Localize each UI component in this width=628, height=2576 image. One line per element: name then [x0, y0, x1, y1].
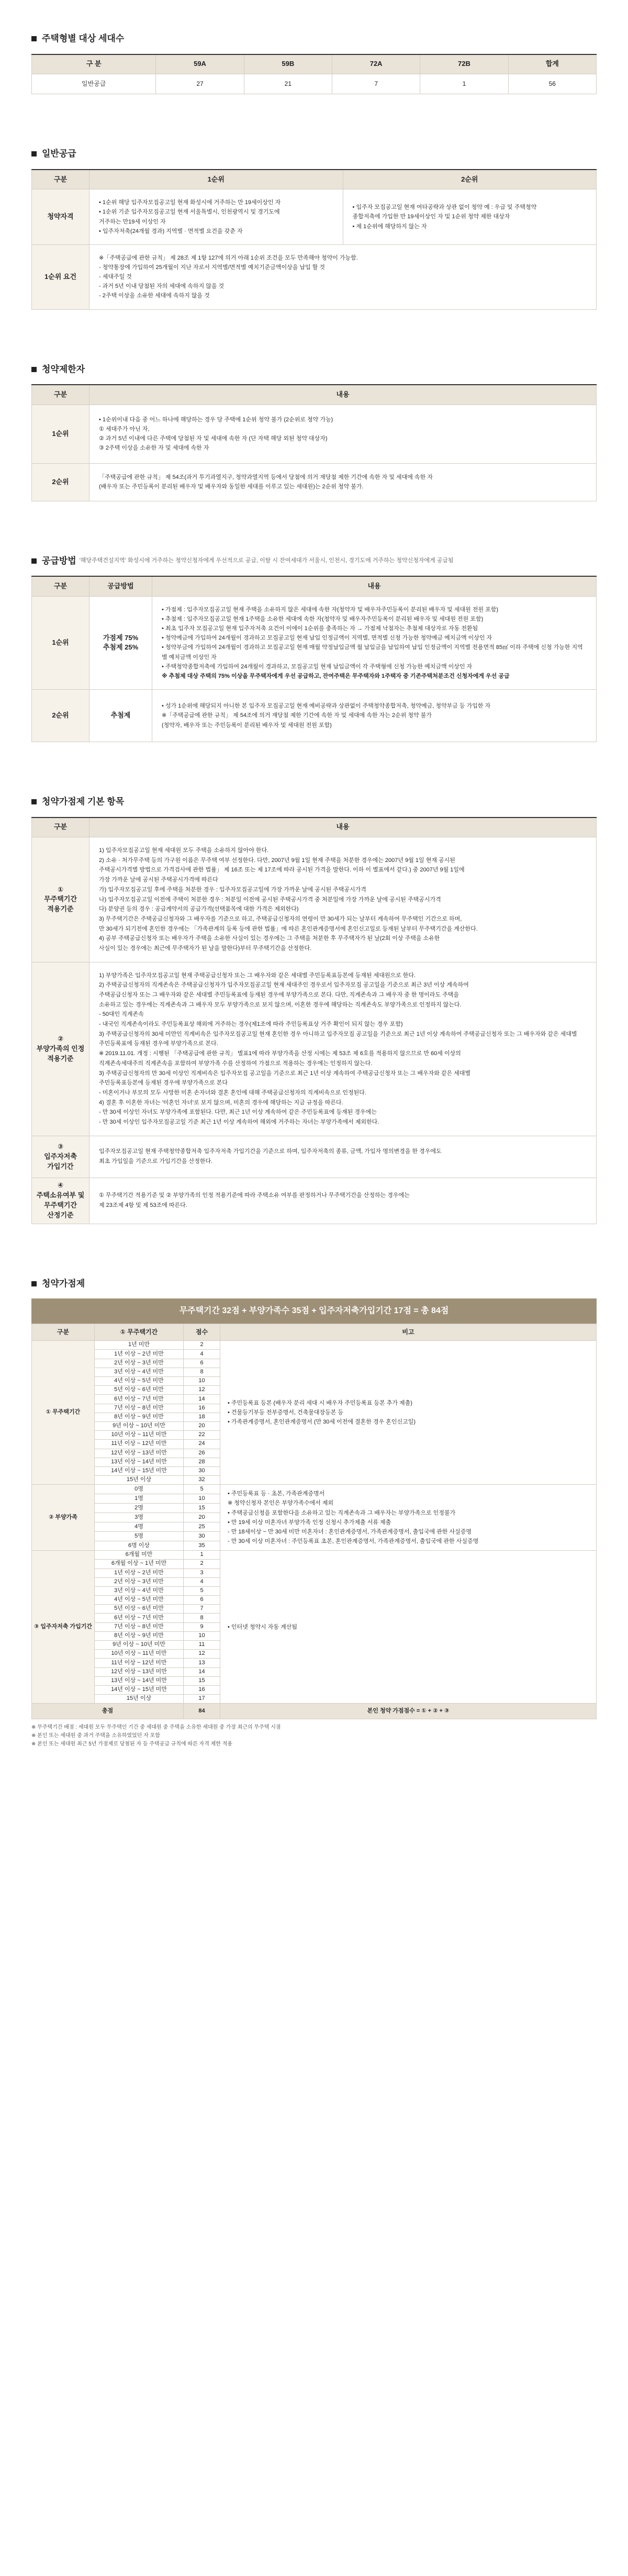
- section-score-table: [31, 1245, 597, 1749]
- table-row: [32, 74, 597, 94]
- text-line: 주택공급신청자 또는 그 배우자와 같은 세대별 주민등록표에 등재된 경우에 부양가족으로 본다. 다만, 직계존속과 그 배우자 중 한 명이라도 주택을: [99, 992, 459, 999]
- text-line: 3) 주택공급신청자의 30세 미만인 직계비속은 입주자모집공고일 현재 혼인한 경우 아니하고 입주자모집 공고일을 기준으로 최근 1년 이상 계속하여 주택공급신청자 또는 그 배우자와 같은 세대별: [99, 1031, 577, 1037]
- range-cell: 5명: [95, 1532, 184, 1541]
- header-cell: 72B: [420, 54, 508, 74]
- text-line: 가장 가까운 날에 공시된 주택공시가격에 따른다: [99, 877, 218, 883]
- text-line: 1) 입주자모집공고일 현재 세대원 모두 주택을 소유하지 않아야 한다.: [99, 847, 269, 854]
- list-item: - 세대주일 것: [99, 274, 132, 281]
- range-cell: 4년 이상 ~ 5년 미만: [95, 1377, 184, 1386]
- text-line: ① 무주택기간 적용기준 및 ② 부양가족의 인정 적용기준에 따라 주택소유 여부를 판정하거나 무주택기간을 산정하는 경우에는: [99, 1192, 410, 1199]
- points-cell: 7: [184, 1605, 220, 1614]
- text-line: 다) 분양권 등의 경우 : 공급계약서의 공급가격(선택품목에 대한 가격은 제외한다): [99, 906, 299, 913]
- label-line: 무주택기간: [44, 895, 77, 903]
- table-cell: 27: [156, 74, 244, 94]
- range-cell: 13년 이상 ~ 14년 미만: [95, 1676, 184, 1685]
- section-title-text: 청약가점제 기본 항목: [42, 796, 125, 807]
- table-row: [32, 1341, 597, 1350]
- list-item: 「주택공급에 관한 규칙」 제 54조(과거 투기과열지구, 청약과열지역 등에서 당첨에 의거 재당첨 제한 기간에 속한 자 및 세대에 속한 자: [99, 474, 433, 481]
- points-cell: 32: [184, 1476, 220, 1485]
- header-cell: 내용: [152, 576, 597, 596]
- list-item: • 1순위 해당 입주자모집공고일 현재 화성시에 거주하는 만 19세이상인 자: [99, 199, 281, 206]
- range-cell: 4명: [95, 1522, 184, 1532]
- range-cell: 7년 이상 ~ 8년 미만: [95, 1404, 184, 1413]
- square-bullet-icon: [31, 1281, 37, 1286]
- content-cell: [89, 1178, 597, 1224]
- row-label: [32, 837, 89, 962]
- footnotes: [31, 1723, 597, 1749]
- cond-cell: [89, 244, 597, 309]
- points-cell: 3: [184, 1569, 220, 1577]
- section-household-count: [31, 0, 597, 94]
- label-line: ③: [57, 1142, 63, 1150]
- header-cell: 72A: [332, 54, 420, 74]
- footnote: ※ 본인 또는 세대원 중 과거 주택을 소유하였었던 자 포함: [31, 1733, 160, 1739]
- row-label: [32, 962, 89, 1136]
- list-item: (배우자 또는 주민등록이 분리된 배우자 및 배우자와 동일한 세대를 이루고 있는 세대원)는 2순위 청약 불가.: [99, 484, 364, 490]
- content-cell: [89, 405, 597, 463]
- header-cell: 59B: [244, 54, 332, 74]
- header-cell: 59A: [156, 54, 244, 74]
- header-cell: 구분: [32, 1324, 95, 1341]
- range-cell: 3년 이상 ~ 4년 미만: [95, 1586, 184, 1595]
- row-label: [32, 1178, 89, 1224]
- list-item: • 입주자저축(24개월 경과) 지역별 · 면적별 요건을 갖춘 자: [99, 228, 243, 234]
- table-header-row: [32, 385, 597, 405]
- points-cell: 17: [184, 1695, 220, 1704]
- section-title-text: 청약제한자: [42, 364, 85, 374]
- header-cell: ① 무주택기간: [95, 1324, 184, 1341]
- method-cell: [89, 596, 152, 689]
- restricted-table: [31, 384, 597, 501]
- method-line: 추첨제 25%: [103, 643, 139, 652]
- list-item: ※ 추첨제 대상 주택의 75% 이상을 무주택자에게 우선 공급하고, 잔여주택은 무주택자와 1주택자 중 기존주택처분조건 신청자에게 우선 공급: [162, 673, 510, 679]
- range-cell: 9년 이상 ~ 10년 미만: [95, 1421, 184, 1430]
- note-list: [228, 1489, 589, 1546]
- footnote: ※ 본인 또는 세대원 최근 5년 가점제로 당첨된 자 등 주택공급 규칙에 따른 자격 제한 적용: [31, 1741, 233, 1748]
- score-table: [31, 1324, 597, 1719]
- table-header-row: [32, 54, 597, 74]
- row-label: 1순위: [32, 405, 89, 463]
- text-line: 소유하고 있는 경우에는 직계존속과 그 배우자 모두 부양가족으로 보지 않으며, 이혼한 경우에 해당하는 직계존속도 부양가족으로 인정하지 않는다.: [99, 1001, 462, 1008]
- list-item: • 건물등기부등 전부증명서, 건축물대장등본 등: [228, 1409, 344, 1416]
- table-cell: 7: [332, 74, 420, 94]
- text-line: 주민등록표등본에 등재된 경우에 부양가족으로 본다: [99, 1080, 228, 1087]
- table-cell: 56: [508, 74, 596, 94]
- points-cell: 8: [184, 1368, 220, 1376]
- range-cell: 5년 이상 ~ 6년 미만: [95, 1386, 184, 1395]
- list-item: • 청약부금에 가입하여 24개월이 경과하고 모집공고일 현재 매월 약정납입금액 월 납입금을 납입하여 납입 인정금액이 지역별 전용면적 85㎡ 이하 주택에 신청 가능한 지역별 예치금액 이상인 자: [162, 644, 583, 660]
- table-row: [32, 689, 597, 742]
- points-cell: 4: [184, 1350, 220, 1359]
- points-cell: 8: [184, 1614, 220, 1622]
- range-cell: 13년 이상 ~ 14년 미만: [95, 1458, 184, 1466]
- score-basics-table: [31, 817, 597, 1224]
- points-cell: 2: [184, 1341, 220, 1350]
- content-cell: [89, 962, 597, 1136]
- text-line: 4) 결혼 후 이혼한 자녀는 '미혼인 자녀'로 보지 않으며, 미혼의 경우에 해당하는 지금 규정을 따른다.: [99, 1099, 343, 1106]
- note-cell-period: [220, 1341, 597, 1485]
- list-item: • 제 1순위에 해당하지 않는 자: [352, 223, 427, 230]
- range-cell: 0명: [95, 1485, 184, 1494]
- range-cell: 1년 이상 ~ 2년 미만: [95, 1350, 184, 1359]
- list-item: ※ 청약신청자 본인은 부양가족수에서 제외: [228, 1500, 334, 1507]
- text-line: 2) 소유 · 처가무주택 등의 가구원 이름은 무주택 여부 선정한다. 다만, 2007년 9월 1일 현재 주택을 처분한 경우에는 2007년 9월 1일 현재 공시된: [99, 857, 455, 864]
- range-cell: 1명: [95, 1494, 184, 1504]
- table-row: [32, 1485, 597, 1494]
- list-item: ② 과거 5년 이내에 다른 주택에 당첨된 자 및 세대에 속한 자 (단 자택 해당 외된 청약 대상자): [99, 435, 328, 442]
- note-cell-dependents: [220, 1485, 597, 1551]
- table-header-row: [32, 170, 597, 189]
- range-cell: 11년 이상 ~ 12년 미만: [95, 1659, 184, 1667]
- list-item: • 주택청약종합저축에 가입하여 24개월이 경과하고, 모집공고일 현재 납입금액이 각 주택형에 신청 가능한 예치금액 이상인 자: [162, 663, 473, 670]
- section-title: [31, 763, 597, 809]
- text-line: 사실이 있는 경우에는 최근에 무주택자가 된 날을 말한다)부터 무주택기간을 산정한다.: [99, 945, 312, 951]
- method-line: 가점제 75%: [103, 633, 139, 642]
- table-row: [32, 1178, 597, 1224]
- header-cell: 구분: [32, 576, 89, 596]
- points-cell: 15: [184, 1504, 220, 1513]
- group-label-savings: ③ 입주자저축 가입기간: [32, 1551, 95, 1704]
- range-cell: 14년 이상 ~ 15년 미만: [95, 1685, 184, 1694]
- content-cell: [89, 463, 597, 501]
- range-cell: 1년 이상 ~ 2년 미만: [95, 1569, 184, 1577]
- text-line: 최초 가입일을 기준으로 가입기간을 산정한다.: [99, 1158, 213, 1165]
- total-note: 본인 청약 가점점수 = ① + ② + ③: [220, 1704, 597, 1719]
- points-cell: 12: [184, 1650, 220, 1659]
- list-item: • 만 19세 이상 미혼자녀 부양가족 인정 신청시 추가제출 서류 제출: [228, 1519, 391, 1526]
- section-title-text: 주택형별 대상 세대수: [42, 33, 125, 43]
- content-cell: [89, 837, 597, 962]
- total-row: [32, 1704, 597, 1719]
- text-line: 주택공시가격별 방법으로 가격검사에 관한 법률」 제 16조 또는 제 17조에 따라 공시된 가격을 말한다. 이하 이 별표에서 같다.) 중 2007년 9월 1일에: [99, 867, 465, 873]
- points-cell: 5: [184, 1485, 220, 1494]
- list-item: • 주택공급신청을 포함한다을 소유하고 있는 직계존속과 그 배우자는 부양가족으로 인정불가: [228, 1509, 456, 1516]
- header-cell: 구 분: [32, 54, 156, 74]
- label-line: ①: [57, 885, 63, 893]
- list-item: • 가점제 : 입주자모집공고일 현재 주택을 소유하지 않은 세대에 속한 자(청약자 및 배우자주민등록이 분리된 배우자 및 세대원 전원 포함): [162, 606, 499, 613]
- content-cell: [89, 1136, 597, 1178]
- group-label-dependents: ② 부양가족: [32, 1485, 95, 1551]
- group-label-period: ① 무주택기간: [32, 1341, 95, 1485]
- section-title: [31, 115, 597, 161]
- points-cell: 11: [184, 1641, 220, 1650]
- table-header-row: [32, 1324, 597, 1341]
- household-count-table: [31, 54, 597, 95]
- points-cell: 10: [184, 1631, 220, 1640]
- section-general-supply: [31, 115, 597, 309]
- list-item: (청약자, 배우자 또는 주민등록이 분리된 배우자 및 세대원 전원 포함): [162, 722, 332, 729]
- table-header-row: [32, 576, 597, 596]
- range-cell: 8년 이상 ~ 9년 미만: [95, 1631, 184, 1640]
- table-row: [32, 463, 597, 501]
- section-score-basics: [31, 763, 597, 1224]
- table-row: [32, 837, 597, 962]
- text-line: 3) 무주택기간은 주택공급신청자와 그 배우자를 기준으로 하고, 주택공급신청자의 연령이 만 30세가 되는 날부터 계속하여 무주택인 기간으로 하며,: [99, 915, 462, 922]
- label-line: ②: [57, 1034, 63, 1043]
- label-line: 산정기준: [47, 1211, 74, 1219]
- square-bullet-icon: [31, 558, 37, 564]
- header-cell: 내용: [89, 385, 597, 405]
- list-item: ① 세대주가 아닌 자,: [99, 426, 150, 433]
- row-label: 2순위: [32, 463, 89, 501]
- range-cell: 11년 이상 ~ 12년 미만: [95, 1440, 184, 1449]
- list-item: • 1순위 기준 입주자모집공고일 현재 서울특별시, 인천광역시 및 경기도에: [99, 209, 280, 216]
- text-line: 만 30세가 되기전에 혼인한 경우에는 「가족관계의 등록 등에 관한 법률」에 따른 혼인관계증명서에 혼인신고일로 등재된 날부터 무주택기간을 계산한다.: [99, 925, 478, 932]
- range-cell: 15년 이상: [95, 1476, 184, 1485]
- table-row: [32, 962, 597, 1136]
- content-cell: [152, 596, 597, 689]
- range-cell: 12년 이상 ~ 13년 미만: [95, 1449, 184, 1458]
- header-cell: 1순위: [89, 170, 343, 189]
- text-line: - 만 30세 이상인 자녀도 부양가족에 포함된다. 다만, 최근 1년 이상 계속하여 같은 주민등록표에 등재된 경우에는: [99, 1109, 377, 1116]
- range-cell: 2명: [95, 1504, 184, 1513]
- points-cell: 24: [184, 1440, 220, 1449]
- table-header-row: [32, 817, 597, 837]
- points-cell: 14: [184, 1395, 220, 1404]
- header-cell: 구분: [32, 817, 89, 837]
- section-title: [31, 1245, 597, 1291]
- points-cell: 9: [184, 1622, 220, 1631]
- points-cell: 6: [184, 1596, 220, 1605]
- note-cell-savings: [220, 1551, 597, 1704]
- range-cell: 14년 이상 ~ 15년 미만: [95, 1466, 184, 1475]
- list-item: - 만 30세 이상 미혼자녀 : 주민등록표 초본, 혼인관계증명서, 가족관계증명서, 출입국에 관한 사실증명: [228, 1538, 479, 1544]
- header-cell: 비고: [220, 1324, 597, 1341]
- section-title: [31, 331, 597, 376]
- list-item: ③ 2주택 이상을 소유한 자 및 세대에 속한 자: [99, 445, 209, 452]
- label-line: 무주택기간: [44, 1201, 77, 1209]
- label-line: ④: [57, 1181, 63, 1190]
- list-item: ※「주택공급에 관한 규칙」 제 54조에 의거 재당첨 제한 기간에 속한 자 및 세대에 속한 자는 2순위 청약 불가: [162, 712, 432, 719]
- range-cell: 2년 이상 ~ 3년 미만: [95, 1577, 184, 1586]
- points-cell: 22: [184, 1431, 220, 1440]
- header-cell: 합계: [508, 54, 596, 74]
- list-item: 종합저축에 가입한 만 19세이상인 자 및 1순위 청약 제한 대상자: [352, 214, 510, 220]
- points-cell: 10: [184, 1377, 220, 1386]
- row-label: 2순위: [32, 689, 89, 742]
- header-cell: 구분: [32, 170, 89, 189]
- range-cell: 9년 이상 ~ 10년 미만: [95, 1641, 184, 1650]
- points-cell: 26: [184, 1449, 220, 1458]
- text-line: ※ 2019.11.01. 개정 : 시행된 「주택공급에 관한 규칙」 별표1에 따라 부양가족을 산정 시에는 제 53조 제 6호를 적용하지 않으므로 만 60세 이상의: [99, 1050, 461, 1057]
- points-cell: 13: [184, 1659, 220, 1667]
- content-cell: [152, 689, 597, 742]
- text-line: - 미혼이거나 부모의 모두 사망한 미혼 손자녀와 결혼 혼인에 대해 주택공급신청자의 직계비속으로 인정된다.: [99, 1089, 366, 1096]
- section-title: [31, 522, 597, 568]
- range-cell: 8년 이상 ~ 9년 미만: [95, 1413, 184, 1421]
- square-bullet-icon: [31, 36, 37, 41]
- total-value: 84: [184, 1704, 220, 1719]
- list-item: - 과거 5년 이내 당첨된 자의 세대에 속하지 않을 것: [99, 283, 225, 290]
- list-item: • 입주자 모집공고일 현재 여타공략과 상관 없이 청약 예 : 우급 및 주택청약: [352, 204, 537, 211]
- label-line: 가입기간: [47, 1162, 74, 1170]
- range-cell: 4년 이상 ~ 5년 미만: [95, 1596, 184, 1605]
- list-item: • 추첨제 : 입주자모집공고일 현재 1주택을 소유한 세대에 속한 자(청약자 및 배우자주민등록이 분리된 배우자 및 세대원 전원 포함): [162, 615, 484, 622]
- table-row: [32, 1551, 597, 1560]
- range-cell: 6개월 이상 ~ 1년 미만: [95, 1560, 184, 1569]
- section-supply-method: [31, 522, 597, 742]
- square-bullet-icon: [31, 799, 37, 804]
- square-bullet-icon: [31, 151, 37, 156]
- list-item: ※「주택공급에 관한 규칙」 제 28조 제 1항 127에 의거 아래 1순위 조건을 모두 만족해야 청약이 가능함.: [99, 254, 358, 261]
- qual-2-cell: [343, 189, 597, 245]
- row-label: [32, 1136, 89, 1178]
- row-label: 청약자격: [32, 189, 89, 245]
- points-cell: 25: [184, 1522, 220, 1532]
- text-line: 나) 입주자모집공고일 이전에 주택이 처분한 경우 : 처분일 이전에 공시된 주택공시가격 중 처분일에 가장 가까운 날에 공시된 주택공시가격: [99, 896, 441, 903]
- table-cell: 21: [244, 74, 332, 94]
- list-item: • 1순위이내 다음 중 어느 하나에 해당하는 경우 당 주택에 1순위 청약 불가 (2순위로 청약 가능): [99, 416, 333, 423]
- table-row: [32, 1136, 597, 1178]
- range-cell: 3년 이상 ~ 4년 미만: [95, 1368, 184, 1376]
- section-title-text: 일반공급: [42, 149, 76, 159]
- table-cell: 1: [420, 74, 508, 94]
- method-cell: 추첨제: [89, 689, 152, 742]
- section-subtitle: '해당주택건설지역' 화성시에 거주하는 청약신청자에게 우선적으로 공급, 이탈 시 잔여세대가 서울시, 인천시, 경기도에 거주하는 청약신청자에게 공급됨: [79, 557, 454, 564]
- list-item: • 성가 1순위에 해당되지 아니한 본 입주자 모집공고일 현재 예비공략과 상관없이 주택청약종합저축, 청약예금, 청약부금 등 가입한 자: [162, 703, 491, 710]
- table-row: [32, 596, 597, 689]
- row-label: 1순위 요건: [32, 244, 89, 309]
- points-cell: 35: [184, 1541, 220, 1551]
- text-line: 제 23조제 4항 및 제 53조에 따른다.: [99, 1202, 187, 1209]
- points-cell: 30: [184, 1532, 220, 1541]
- note-list: [228, 1398, 589, 1427]
- range-cell: 6년 이상 ~ 7년 미만: [95, 1614, 184, 1622]
- list-item: - 청약통장에 가입하여 25개월이 지난 자로서 지역별/면적별 예치기준금액이상을 납입 할 것: [99, 264, 326, 271]
- label-line: 적용기준: [47, 905, 74, 913]
- points-cell: 10: [184, 1494, 220, 1504]
- text-line: - 50대인 직계존속: [99, 1011, 144, 1018]
- text-line: 직계존속세대주의 직계존속을 포함하여 부양가족 수를 산정하여 가점으로 적용하는 경우에는 인정하지 않는다.: [99, 1060, 373, 1067]
- table-row: [32, 189, 597, 245]
- range-cell: 1년 미만: [95, 1341, 184, 1350]
- points-cell: 2: [184, 1560, 220, 1569]
- points-cell: 20: [184, 1421, 220, 1430]
- points-cell: 18: [184, 1413, 220, 1421]
- list-item: • 주민등록표 등 · 초본, 가족관계증명서: [228, 1491, 325, 1497]
- range-cell: 10년 이상 ~ 11년 미만: [95, 1650, 184, 1659]
- general-supply-table: [31, 169, 597, 310]
- list-item: • 주민등록표 등본 (배우자 분리 세대 시 배우자 주민등록표 등본 추가 제출): [228, 1400, 412, 1407]
- points-cell: 28: [184, 1458, 220, 1466]
- supply-method-table: [31, 576, 597, 742]
- qual-1-cell: [89, 189, 343, 245]
- header-cell: 구분: [32, 385, 89, 405]
- text-line: 1) 부양가족은 입주자모집공고일 현재 주택공급신청자 또는 그 배우자와 같은 세대별 주민등록표등본에 등재된 세대원으로 한다.: [99, 972, 416, 979]
- text-line: 주민등록표에 등재된 경우에 부양가족으로 본다.: [99, 1040, 218, 1047]
- points-cell: 14: [184, 1667, 220, 1676]
- row-label: 1순위: [32, 596, 89, 689]
- text-line: 4) 공부 주택공급신청자 또는 배우자가 주택을 소유한 사실이 있는 경우에는 그 주택을 처분한 후 무주택자가 된 날(2회 이상 주택을 소유한: [99, 935, 440, 942]
- label-line: 부양가족의 인정: [36, 1044, 85, 1052]
- range-cell: 6년 이상 ~ 7년 미만: [95, 1395, 184, 1404]
- range-cell: 5년 이상 ~ 6년 미만: [95, 1605, 184, 1614]
- label-line: 입주자저축: [44, 1152, 77, 1160]
- text-line: 가) 입주자모집공고일 후에 주택을 처분한 경우 : 입주자모집공고일에 가장 가까운 날에 공시된 주택공시가격: [99, 886, 366, 893]
- points-cell: 1: [184, 1551, 220, 1560]
- list-item: • 가족관계증명서, 혼인관계증명서 (만 30세 이전에 결혼한 경우 혼인신고일): [228, 1419, 416, 1426]
- points-cell: 5: [184, 1586, 220, 1595]
- table-row: [32, 405, 597, 463]
- list-item: • 청약예금에 가입하여 24개월이 경과하고 모집공고일 현재 납입 인정금액이 지역별, 면적별 신청 가능한 청약예금 예치금액 이상인 자: [162, 635, 492, 642]
- total-label: 총점: [32, 1704, 184, 1719]
- range-cell: 7년 이상 ~ 8년 미만: [95, 1622, 184, 1631]
- header-cell: 공급방법: [89, 576, 152, 596]
- table-row: [32, 244, 597, 309]
- range-cell: 12년 이상 ~ 13년 미만: [95, 1667, 184, 1676]
- range-cell: 6개월 미만: [95, 1551, 184, 1560]
- section-title-text: 공급방법: [42, 555, 76, 566]
- list-item: - 2주택 이상을 소유한 세대에 속하지 않을 것: [99, 293, 210, 299]
- label-line: 적용기준: [47, 1054, 74, 1062]
- points-cell: 30: [184, 1466, 220, 1475]
- points-cell: 16: [184, 1404, 220, 1413]
- range-cell: 6명 이상: [95, 1541, 184, 1551]
- list-item: 거주하는 만19세 이상인 자: [99, 218, 166, 225]
- section-title: [31, 0, 597, 46]
- text-line: 입주자모집공고일 현재 주택청약종합저축 입주자저축 가입기간을 기준으로 하며, 입주자저축의 종류, 금액, 가입자 명의변경을 한 경우에도: [99, 1148, 442, 1155]
- points-cell: 16: [184, 1685, 220, 1694]
- range-cell: 3명: [95, 1513, 184, 1522]
- header-cell: 2순위: [343, 170, 597, 189]
- list-item: - 만 18세이상 ~ 만 30세 미만 미혼자녀 : 혼인관계증명서, 가족관계증명서, 출입국에 관한 사실증명: [228, 1528, 472, 1535]
- section-title-text: 청약가점제: [42, 1278, 85, 1289]
- footnote: ※ 무주택기간 배점 : 세대원 모두 무주택인 기간 중 세대원 중 주택을 소유한 세대원 중 가장 최근의 무주택 시점: [31, 1724, 281, 1731]
- score-formula-banner: 무주택기간 32점 + 부양가족수 35점 + 입주자저축가입기간 17점 = 총 84점: [31, 1298, 597, 1324]
- list-item: • 최초 입주자 모집공고일 현재 입주자저축 요건이 이에이 1순위를 충족하는 자 → 가점제 낙첨자는 추첨제 대상자로 자동 전환됨: [162, 625, 478, 632]
- points-cell: 4: [184, 1577, 220, 1586]
- header-cell: 내용: [89, 817, 597, 837]
- points-cell: 20: [184, 1513, 220, 1522]
- text-line: - 내국인 직계존속이라도 주민등록표상 해외에 거주하는 경우(제1조에 따라 주민등록표상 거주 확인이 되지 않는 경우 포함): [99, 1021, 403, 1028]
- points-cell: 12: [184, 1386, 220, 1395]
- text-line: - 만 30세 이상인 입주자모집공고일 기준 최근 1년 이상 계속하여 해외에 거주하는 자녀는 부양가족에서 제외한다.: [99, 1118, 379, 1125]
- range-cell: 15년 이상: [95, 1695, 184, 1704]
- text-line: 3) 주택공급신청자의 만 30세 이상인 직계비속은 입주자모집 공고일을 기준으로 최근 1년 이상 계속하여 주택공급신청자 또는 그 배우자와 같은 세대별: [99, 1070, 471, 1077]
- range-cell: 2년 이상 ~ 3년 미만: [95, 1359, 184, 1368]
- section-restricted: [31, 331, 597, 501]
- points-cell: 15: [184, 1676, 220, 1685]
- range-cell: 10년 이상 ~ 11년 미만: [95, 1431, 184, 1440]
- list-item: • 인터넷 청약시 자동 계산됨: [228, 1623, 297, 1630]
- text-line: 2) 주택공급신청자의 직계존속은 주택공급신청자가 입주자모집공고일 현재 세대주인 경우로서 입주자모집 공고일을 기준으로 최근 3년 이상 계속하여: [99, 982, 469, 989]
- header-cell: 점수: [184, 1324, 220, 1341]
- note-list: [228, 1622, 589, 1632]
- square-bullet-icon: [31, 367, 37, 372]
- points-cell: 6: [184, 1359, 220, 1368]
- label-line: 주택소유여부 및: [36, 1191, 85, 1200]
- row-label: 일반공급: [32, 74, 156, 94]
